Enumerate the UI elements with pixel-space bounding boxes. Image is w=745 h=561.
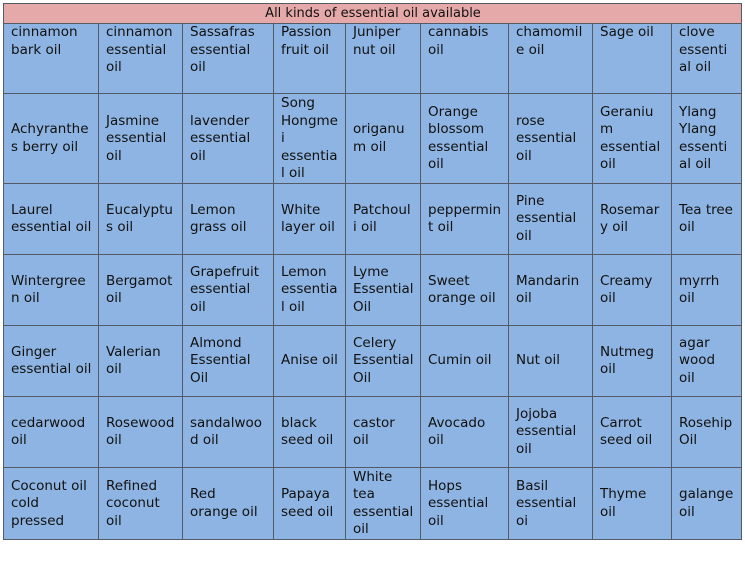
oil-cell: Lemon essential oil xyxy=(274,254,346,325)
oil-cell: lavender essential oil xyxy=(183,94,274,184)
oil-cell: myrrh oil xyxy=(672,254,742,325)
table-row xyxy=(4,396,742,467)
oil-cell: Achyranthes berry oil xyxy=(4,94,99,184)
oil-cell: cannabis oil xyxy=(421,24,509,94)
oil-cell: Lyme Essential Oil xyxy=(346,254,421,325)
oil-cell: Geranium essential oil xyxy=(593,94,672,184)
table-row xyxy=(4,325,742,396)
oil-cell: Cumin oil xyxy=(421,325,509,396)
oil-cell: Nutmeg oil xyxy=(593,325,672,396)
oil-cell: Carrot seed oil xyxy=(593,396,672,467)
oil-cell: Sage oil xyxy=(593,24,672,94)
oil-cell: Pine essential oil xyxy=(509,183,593,254)
oil-cell: Eucalyptus oil xyxy=(99,183,183,254)
oil-cell: peppermint oil xyxy=(421,183,509,254)
oil-cell: Anise oil xyxy=(274,325,346,396)
oil-cell: White layer oil xyxy=(274,183,346,254)
oil-cell: Avocado oil xyxy=(421,396,509,467)
essential-oil-table xyxy=(3,3,742,540)
oil-cell: Bergamot oil xyxy=(99,254,183,325)
oil-cell: Tea tree oil xyxy=(672,183,742,254)
oil-cell: Coconut oil cold pressed xyxy=(4,467,99,539)
oil-cell: Basil essential oi xyxy=(509,467,593,539)
oil-cell: clove essential oil xyxy=(672,24,742,94)
oil-cell: Sassafras essential oil xyxy=(183,24,274,94)
oil-cell: Papaya seed oil xyxy=(274,467,346,539)
oil-cell: Grapefruit essential oil xyxy=(183,254,274,325)
oil-cell: origanum oil xyxy=(346,94,421,184)
oil-cell: galange oil xyxy=(672,467,742,539)
oil-cell: Wintergreen oil xyxy=(4,254,99,325)
oil-cell: black seed oil xyxy=(274,396,346,467)
oil-cell: Celery Essential Oil xyxy=(346,325,421,396)
oil-cell: Thyme oil xyxy=(593,467,672,539)
oil-cell: Laurel essential oil xyxy=(4,183,99,254)
oil-cell: cedarwood oil xyxy=(4,396,99,467)
table-row xyxy=(4,183,742,254)
oil-cell: Hops essential oil xyxy=(421,467,509,539)
table-row xyxy=(4,24,742,94)
oil-cell: White tea essential oil xyxy=(346,467,421,539)
oil-cell: agar wood oil xyxy=(672,325,742,396)
oil-cell: Juniper nut oil xyxy=(346,24,421,94)
oil-cell: Sweet orange oil xyxy=(421,254,509,325)
oil-cell: Nut oil xyxy=(509,325,593,396)
oil-cell: Mandarin oil xyxy=(509,254,593,325)
oil-cell: Patchouli oil xyxy=(346,183,421,254)
oil-cell: chamomile oil xyxy=(509,24,593,94)
oil-cell: Ylang Ylang essential oil xyxy=(672,94,742,184)
oil-cell: Rosewood oil xyxy=(99,396,183,467)
oil-cell: sandalwood oil xyxy=(183,396,274,467)
oil-cell: Creamy oil xyxy=(593,254,672,325)
oil-cell: Song Hongmei essential oil xyxy=(274,94,346,184)
oil-cell: Jojoba essential oil xyxy=(509,396,593,467)
table-title: All kinds of essential oil available xyxy=(4,4,742,24)
table-row xyxy=(4,254,742,325)
table-row xyxy=(4,467,742,539)
oil-cell: Lemon grass oil xyxy=(183,183,274,254)
oil-cell: cinnamon bark oil xyxy=(4,24,99,94)
oil-cell: Orange blossom essential oil xyxy=(421,94,509,184)
oil-cell: Refined coconut oil xyxy=(99,467,183,539)
oil-cell: Valerian oil xyxy=(99,325,183,396)
oil-cell: castor oil xyxy=(346,396,421,467)
oil-cell: Red orange oil xyxy=(183,467,274,539)
oil-cell: Rosemary oil xyxy=(593,183,672,254)
oil-cell: Passion fruit oil xyxy=(274,24,346,94)
oil-cell: cinnamon essential oil xyxy=(99,24,183,94)
oil-cell: rose essential oil xyxy=(509,94,593,184)
oil-cell: Ginger essential oil xyxy=(4,325,99,396)
table-body xyxy=(4,24,742,540)
oil-cell: Jasmine essential oil xyxy=(99,94,183,184)
table-row xyxy=(4,94,742,184)
oil-cell: Almond Essential Oil xyxy=(183,325,274,396)
oil-cell: Rosehip Oil xyxy=(672,396,742,467)
